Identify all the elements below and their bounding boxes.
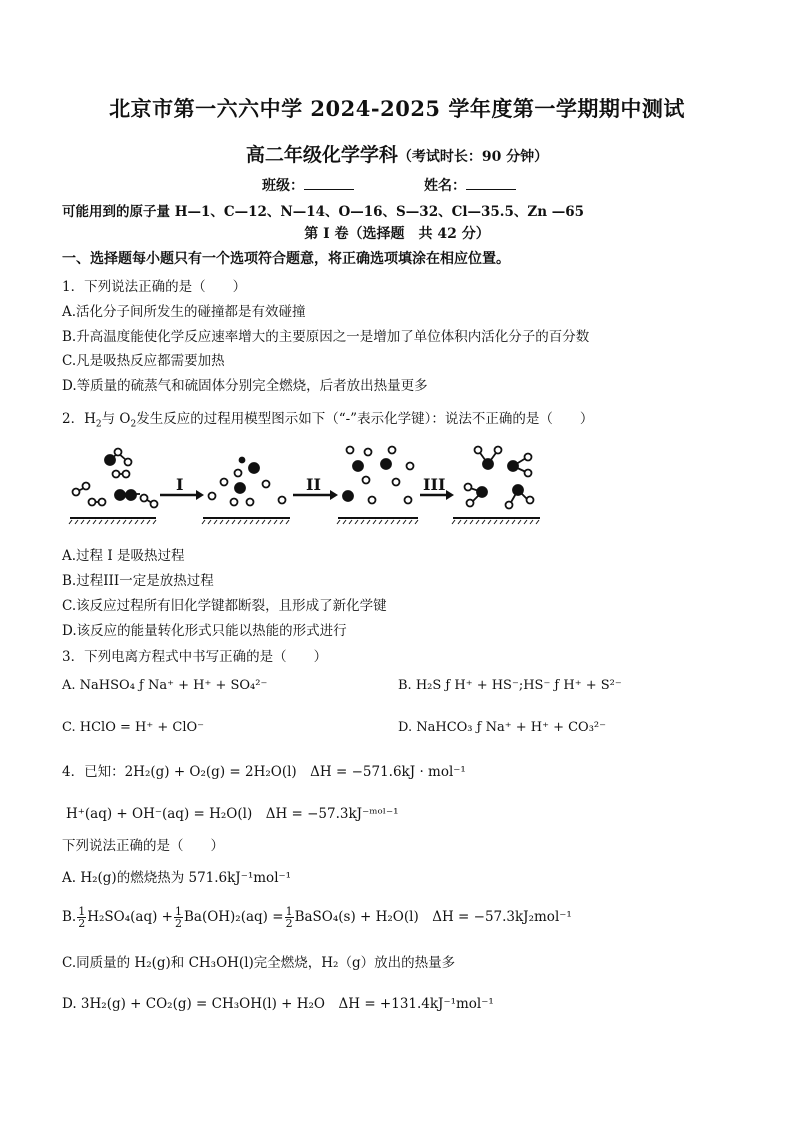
q2-option-b: B.过程III一定是放热过程	[62, 573, 214, 589]
fraction-half: $\frac{1}{2}$	[285, 905, 293, 930]
section-instructions: 一、选择题每小题只有一个选项符合题意，将正确选项填涂在相应位置。	[62, 251, 510, 267]
duration-note: （考试时长：90 分钟）	[397, 149, 549, 165]
q4-option-d: D. 3H₂(g) + CO₂(g) = CH₃OH(l) + H₂O ΔH = +131.4kJ⁻¹mol⁻¹	[62, 996, 494, 1012]
subject-label: 高二年级化学学科	[245, 144, 398, 166]
section-title: 第 I 卷（选择题 共 42 分）	[304, 226, 490, 242]
q2-option-c: C.该反应过程所有旧化学键都断裂，且形成了新化学键	[62, 598, 387, 614]
class-label: 班级：	[262, 178, 304, 194]
fraction-half: $\frac{1}{2}$	[174, 905, 182, 930]
q4-equation-1: 2H₂(g) + O₂(g) = 2H₂O(l) ΔH = −571.6kJ · mol⁻¹	[124, 764, 466, 780]
exam-title: 北京市第一六六中学 2024-2025 学年度第一学期期中测试	[109, 96, 685, 121]
step-label-3: III	[423, 475, 446, 494]
q4-stem-2: 下列说法正确的是（ ）	[62, 838, 224, 854]
q2-option-d: D.该反应的能量转化形式只能以热能的形式进行	[62, 623, 347, 639]
q1-option-a: A.活化分子间所发生的碰撞都是有效碰撞	[62, 304, 306, 320]
q1-option-c: C.凡是吸热反应都需要加热	[62, 353, 225, 369]
atomic-masses: 可能用到的原子量 H—1、C—12、N—14、O—16、S—32、Cl—35.5、Zn —65	[62, 204, 584, 220]
step-label-2: II	[306, 475, 321, 494]
q4-stem: 4．已知：2H₂(g) + O₂(g) = 2H₂O(l) ΔH = −571.6kJ · mol⁻¹	[62, 764, 466, 780]
q2-stem: 2．$H_2$与 $O_2$发生反应的过程用模型图示如下（“-”表示化学键）：说法不正确的是（ ）	[62, 411, 594, 430]
step-arrow-1	[160, 475, 204, 500]
stage-1-molecules	[73, 449, 158, 508]
q4-equation-2: H⁺(aq) + OH⁻(aq) = H₂O(l) ΔH = −57.3kJ⁻ᵐᵒˡ⁻¹	[66, 806, 399, 822]
step-label-1: I	[176, 475, 184, 494]
q4-option-b: B. $\frac{1}{2}$ H₂SO₄(aq) + $\frac{1}{2}$ Ba(OH)₂(aq) = $\frac{1}{2}$ BaSO₄(s) + H₂O(l) ΔH = −57.3kJ₂mol⁻¹	[62, 905, 572, 930]
step-arrow-3	[420, 475, 454, 500]
stage-4-water	[465, 447, 534, 509]
q1-option-b: B.升高温度能使化学反应速率增大的主要原因之一是增加了单位体积内活化分子的百分数	[62, 329, 590, 345]
class-blank[interactable]	[304, 176, 354, 190]
q2-option-a: A.过程 I 是吸热过程	[62, 548, 185, 564]
name-label: 姓名：	[424, 178, 466, 194]
reaction-model-diagram	[68, 440, 548, 525]
fraction-half: $\frac{1}{2}$	[78, 905, 86, 930]
student-info-line	[262, 175, 586, 195]
q3-option-b: B. H₂S ƒ H⁺ + HS⁻;HS⁻ ƒ H⁺ + S²⁻	[398, 678, 622, 693]
stage-3-atoms	[343, 447, 414, 504]
q3-option-d: D. NaHCO₃ ƒ Na⁺ + H⁺ + CO₃²⁻	[398, 720, 606, 735]
q3-stem: 3．下列电离方程式中书写正确的是（ ）	[62, 649, 328, 665]
q3-option-a: A. NaHSO₄ ƒ Na⁺ + H⁺ + SO₄²⁻	[62, 678, 268, 693]
q1-stem: 1．下列说法正确的是（ ）	[62, 279, 247, 295]
q4-option-c: C.同质量的 H₂(g)和 CH₃OH(l)完全燃烧，H₂（g）放出的热量多	[62, 955, 456, 971]
q4-option-a: A. H₂(g)的燃烧热为 571.6kJ⁻¹mol⁻¹	[62, 870, 292, 886]
q1-option-d: D.等质量的硫蒸气和硫固体分别完全燃烧，后者放出热量更多	[62, 378, 428, 394]
name-blank[interactable]	[466, 176, 516, 190]
exam-subtitle	[0, 140, 794, 167]
stage-2-atoms	[209, 458, 286, 506]
q3-option-c: C. HClO = H⁺ + ClO⁻	[62, 720, 205, 735]
step-arrow-2	[293, 475, 338, 500]
